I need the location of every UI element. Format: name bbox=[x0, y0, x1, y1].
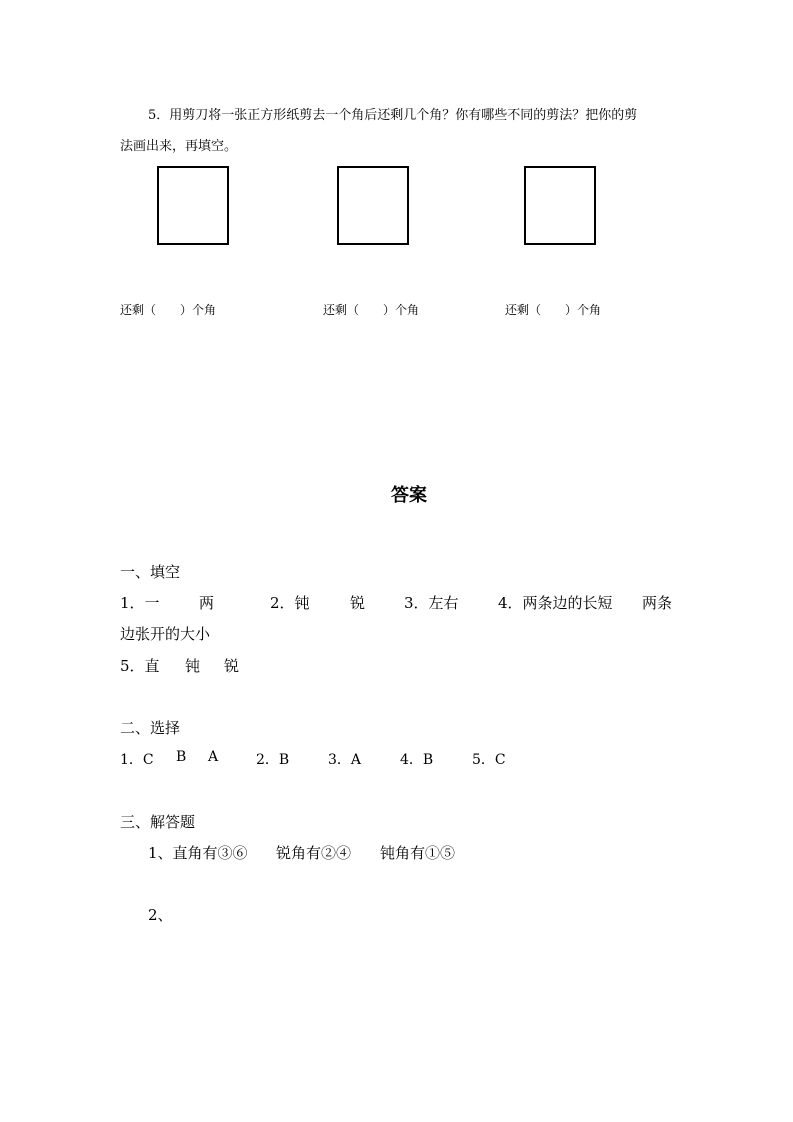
answers-title: 答案 bbox=[391, 485, 427, 506]
answer-1-2b: 锐 bbox=[350, 594, 366, 612]
answer-1-3: 3．左右 bbox=[404, 594, 459, 612]
answer-2-1: 1．C bbox=[120, 752, 154, 768]
answer-3-1-obtuse-angles: 钝角有①⑤ bbox=[380, 844, 456, 862]
answer-1-4b: 两条 bbox=[642, 594, 673, 612]
answer-1-2: 2．钝 bbox=[270, 594, 310, 612]
section-2-heading: 二、选择 bbox=[120, 719, 181, 737]
answer-2-3: 3．A bbox=[328, 752, 362, 768]
answer-2-2: 2．B bbox=[256, 752, 290, 768]
answer-1-4: 4．两条边的长短 bbox=[498, 594, 613, 612]
remaining-corners-blank-2: 还剩（ ）个角 bbox=[323, 303, 420, 317]
answer-3-1-right-angles: 1、直角有③⑥ bbox=[148, 844, 248, 862]
answer-1-5b: 钝 bbox=[185, 657, 201, 675]
question-5-line-1: 5．用剪刀将一张正方形纸剪去一个角后还剩几个角？你有哪些不同的剪法？把你的剪 bbox=[148, 108, 638, 123]
section-1-heading: 一、填空 bbox=[120, 563, 181, 581]
answer-3-2: 2、 bbox=[148, 906, 173, 924]
answer-2-4: 4．B bbox=[400, 752, 434, 768]
answer-2-1c: A bbox=[208, 749, 219, 765]
answer-1-4c: 边张开的大小 bbox=[120, 625, 211, 643]
remaining-corners-blank-3: 还剩（ ）个角 bbox=[505, 303, 602, 317]
square-paper-3 bbox=[524, 166, 596, 245]
question-5-line-2: 法画出来，再填空。 bbox=[120, 139, 238, 154]
answer-1-1: 1．一 bbox=[120, 594, 160, 612]
square-paper-1 bbox=[157, 166, 229, 245]
answer-3-1-acute-angles: 锐角有②④ bbox=[276, 844, 352, 862]
answer-1-5: 5．直 bbox=[120, 657, 160, 675]
answer-2-1b: B bbox=[176, 749, 187, 765]
square-paper-2 bbox=[337, 166, 409, 245]
section-3-heading: 三、解答题 bbox=[120, 813, 196, 831]
answer-1-5c: 锐 bbox=[224, 657, 240, 675]
remaining-corners-blank-1: 还剩（ ）个角 bbox=[120, 303, 217, 317]
answer-2-5: 5．C bbox=[472, 752, 506, 768]
answer-1-1b: 两 bbox=[199, 594, 215, 612]
